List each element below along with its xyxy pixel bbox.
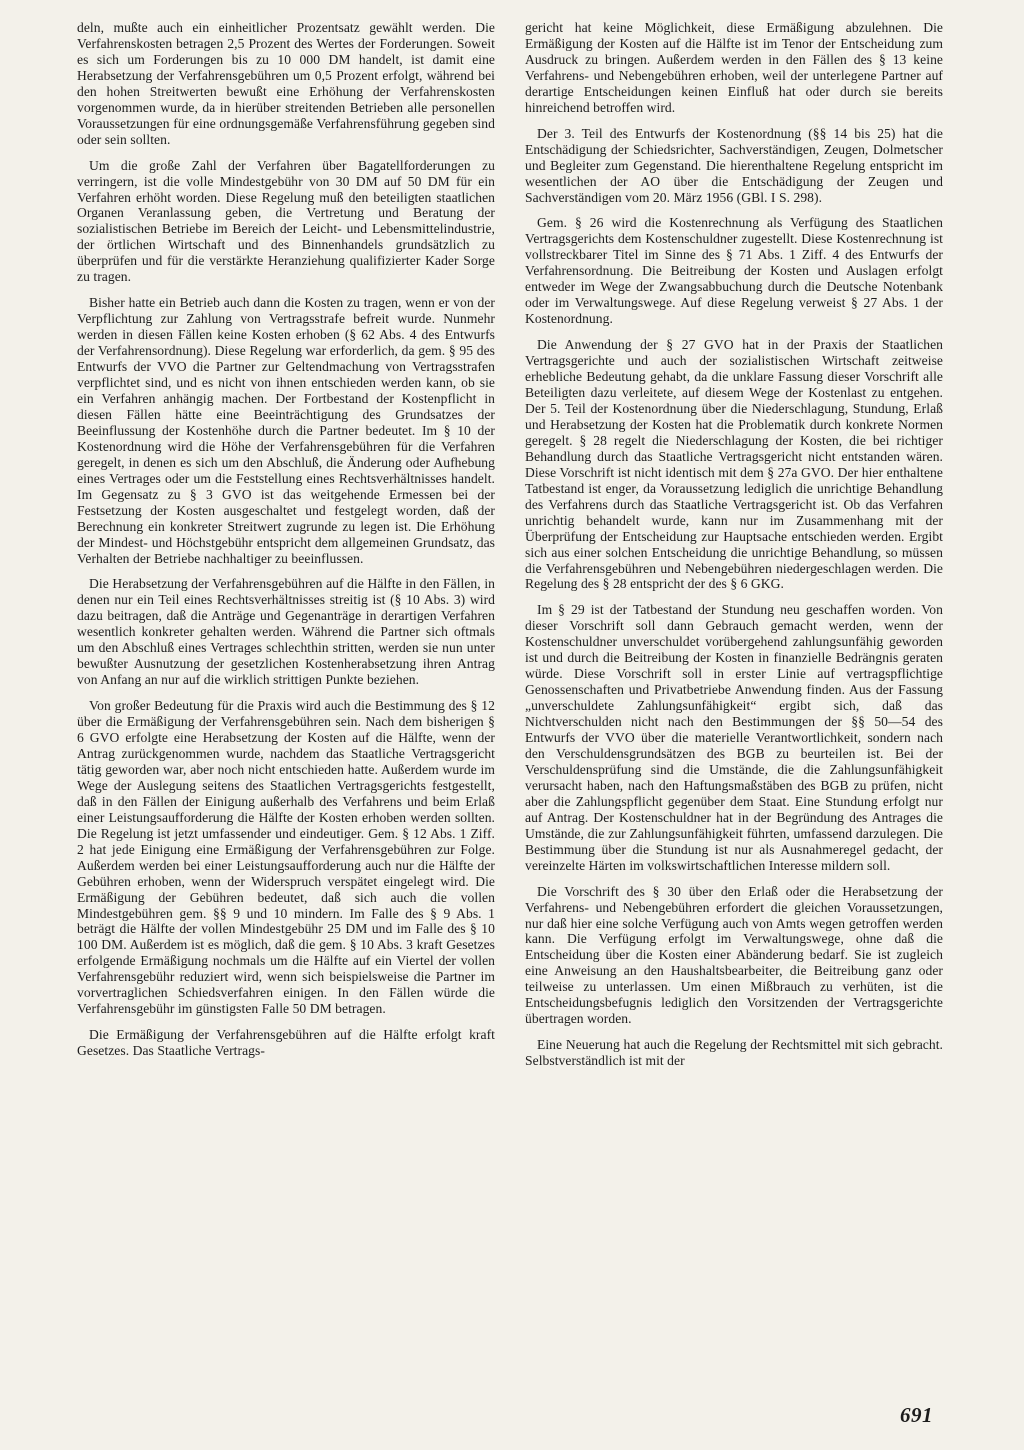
paragraph: Von großer Bedeutung für die Praxis wird auch die Bestimmung des § 12 über die Ermäßigung der Verfahrensgebühren sein. Nach dem bisherigen § 6 GVO erfolgte eine Herabsetzung der Kosten auf die Hälfte, wenn der Antrag zurückgenommen wurde, nachdem das Staatliche Vertragsgericht tätig geworden war, aber noch nicht entschieden hatte. Außerdem wurde im Wege der Auslegung seitens des Staatlichen Vertragsgerichts festgestellt, daß in den Fällen der Einigung außerhalb des Verfahrens und beim Erlaß einer Leistungsaufforderung die Hälfte der Kosten erhoben werden sollten. Die Regelung ist jetzt umfassender und eindeutiger. Gem. § 12 Abs. 1 Ziff. 2 hat jede Einigung eine Ermäßigung der Verfahrensgebühren zur Folge. Außerdem werden bei einer Leistungsaufforderung auch nur die Hälfte der Gebühren erhoben, wenn der Widerspruch verspätet eingelegt wird. Die Ermäßigung der Gebühren bedeutet, daß sich auch die vollen Mindestgebühren gem. §§ 9 und 10 mindern. Im Falle des § 9 Abs. 1 beträgt die Hälfte der vollen Mindestgebühr 25 DM und im Falle des § 10 100 DM. Außerdem ist es möglich, daß die gem. § 10 Abs. 3 kraft Gesetzes erfolgende Ermäßigung nochmals um die Hälfte auf ein Viertel der vollen Verfahrensgebühr reduziert wird, wenn sich beispielsweise die Partner im vorvertraglichen Schiedsverfahren einigen. In den Fällen würde die Verfahrensgebühr im günstigsten Falle 50 DM betragen. (77, 698, 495, 1017)
paragraph: Die Herabsetzung der Verfahrensgebühren auf die Hälfte in den Fällen, in denen nur ein Teil eines Rechtsverhältnisses streitig ist (§ 10 Abs. 3) wird dazu beitragen, daß die Anträge und Gegenanträge in derartigen Verfahren wesentlich konkreter gehalten werden. Während die Partner sich oftmals um den Abschluß eines Vertrages schlechthin stritten, werden sie nun unter bewußter Ausnutzung der gesetzlichen Kostenherabsetzung ihren Antrag von Anfang an nur auf die wirklich strittigen Punkte beziehen. (77, 576, 495, 688)
paragraph: Im § 29 ist der Tatbestand der Stundung neu geschaffen worden. Von dieser Vorschrift soll dann Gebrauch gemacht werden, wenn der Kostenschuldner unverschuldet vorübergehend zahlungsunfähig geworden ist und durch die Beitreibung der Kosten in finanzielle Bedrängnis geraten würde. Diese Vorschrift soll in erster Linie auf vertragspflichtige Genossenschaften und Privatbetriebe Anwendung finden. Aus der Fassung „unverschuldete Zahlungsunfähigkeit“ ergibt sich, daß das Nichtverschulden nicht nach den Bestimmungen der §§ 50—54 des Entwurfs der VVO über die materielle Verantwortlichkeit, sondern nach den Verschuldensgrundsätzen des BGB zu beurteilen ist. Bei der Verschuldensprüfung sind die Umstände, die die Zahlungsunfähigkeit verursacht haben, nach den Haftungsmaßstäben des BGB zu prüfen, nicht aber die Zahlungspflicht gegenüber dem Staat. Eine Stundung erfolgt nur auf Antrag. Der Kostenschuldner hat in der Begründung des Antrages die Umstände, die zur Zahlungsunfähigkeit führten, umfassend darzulegen. Die Bestimmung über die Stundung ist nur als Ausnahmeregel gedacht, der vereinzelte Härten im volkswirtschaftlichen Interesse mildern soll. (525, 602, 943, 873)
left-column (77, 20, 495, 1059)
paragraph: Die Vorschrift des § 30 über den Erlaß oder die Herabsetzung der Verfahrens- und Nebengebühren erfordert die gleichen Voraussetzungen, nur daß hier eine solche Verfügung auch von Amts wegen getroffen werden kann. Die Verfügung erfolgt im Verwaltungswege, ohne daß die Entscheidung über die Kosten einer Abänderung bedarf. Sie ist zugleich eine Anweisung an den Haushaltsbearbeiter, die Beitreibung ganz oder teilweise zu unterlassen. Um einen Mißbrauch zu verhüten, ist die Entscheidungsbefugnis lediglich den Vorsitzenden der Vertragsgerichte übertragen worden. (525, 883, 943, 1027)
paragraph: Eine Neuerung hat auch die Regelung der Rechtsmittel mit sich gebracht. Selbstverständlich ist mit der (525, 1037, 943, 1069)
paragraph: Bisher hatte ein Betrieb auch dann die Kosten zu tragen, wenn er von der Verpflichtung zur Zahlung von Vertragsstrafe befreit wurde. Nunmehr werden in diesen Fällen keine Kosten erhoben (§ 62 Abs. 4 des Entwurfs der Verfahrensordnung). Diese Regelung war erforderlich, da gem. § 95 des Entwurfs der VVO die Partner zur Geltendmachung von Vertragsstrafen verpflichtet sind, und es nicht von ihnen entschieden werden kann, ob sie ein Verfahren anhängig machen. Der Fortbestand der Kostenpflicht in diesen Fällen hätte eine Beeinträchtigung des Grundsatzes der Beeinflussung der Kostenhöhe durch die Partner bedeutet. Im § 10 der Kostenordnung wird die Höhe der Verfahrensgebühren für die Verfahren geregelt, in denen es sich um den Abschluß, die Änderung oder Aufhebung eines Vertrages oder um die Feststellung eines Rechtsverhältnisses handelt. Im Gegensatz zu § 3 GVO ist das weitgehende Ermessen bei der Festsetzung der Kosten ausgeschaltet und festgelegt worden, daß der Berechnung ein konkreter Streitwert zugrunde zu legen ist. Die Erhöhung der Mindest- und Höchstgebühr entspricht dem allgemeinen Grundsatz, das Verhalten der Betriebe nachhaltiger zu beeinflussen. (77, 295, 495, 566)
paragraph: Um die große Zahl der Verfahren über Bagatellforderungen zu verringern, ist die volle Mindestgebühr von 30 DM auf 50 DM für ein Verfahren erhöht worden. Diese Regelung muß den beteiligten staatlichen Organen Veranlassung geben, die Vertretung und Beratung der sozialistischen Betriebe im Bereich der Leicht- und Lebensmittelindustrie, der örtlichen Wirtschaft und des Binnenhandels grundsätzlich zu überprüfen und für die verstärkte Heranziehung qualifizierter Kader Sorge zu tragen. (77, 157, 495, 285)
page-number: 691 (900, 1403, 933, 1427)
paragraph: Die Anwendung der § 27 GVO hat in der Praxis der Staatlichen Vertragsgerichte und auch der sozialistischen Wirtschaft zeitweise erhebliche Bedeutung gehabt, da die unklare Fassung dieser Vorschrift alle Beteiligten dazu verleitete, auf diesem Wege der Kostenlast zu entgehen. Der 5. Teil der Kostenordnung über die Niederschlagung, Stundung, Erlaß und Herabsetzung der Kosten hat die Problematik durch konkrete Normen geregelt. § 28 regelt die Niederschlagung der Kosten, die bei richtiger Behandlung durch das Staatliche Vertragsgericht nicht entstanden wären. Diese Vorschrift ist nicht identisch mit dem § 27a GVO. Der hier enthaltene Tatbestand ist enger, da Voraussetzung lediglich die unrichtige Behandlung des Verfahrens durch das Staatliche Vertragsgericht ist. Ob das Verfahren unrichtig behandelt wurde, kann nur im Zusammenhang mit der Überprüfung der Entscheidung zur Hauptsache entschieden werden. Ergibt sich aus einer solchen Entscheidung die unrichtige Behandlung, so müssen die Verfahrensgebühren und Nebengebühren niedergeschlagen werden. Die Regelung des § 28 entspricht der des § 6 GKG. (525, 337, 943, 592)
paragraph: deln, mußte auch ein einheitlicher Prozentsatz gewählt werden. Die Verfahrenskosten betragen 2,5 Prozent des Wertes der Forderungen. Soweit es sich um Forderungen bis zu 10 000 DM handelt, ist damit eine Herabsetzung der Verfahrensgebühren um 0,5 Prozent erfolgt, während bei den hohen Streitwerten bewußt eine Erhöhung der Verfahrenskosten vorgenommen wurde, da in hierüber streitenden Betrieben alle personellen Voraussetzungen für eine ordnungsgemäße Verfahrensführung gegeben sind oder sein sollten. (77, 20, 495, 147)
paragraph: gericht hat keine Möglichkeit, diese Ermäßigung abzulehnen. Die Ermäßigung der Kosten auf die Hälfte ist im Tenor der Entscheidung zum Ausdruck zu bringen. Außerdem werden in den Fällen des § 13 keine Verfahrens- und Nebengebühren erhoben, weil der unterlegene Partner auf derartige Entscheidungen keinen Einfluß hat oder durch sie bereits hinreichend betroffen wird. (525, 20, 943, 115)
paragraph: Gem. § 26 wird die Kostenrechnung als Verfügung des Staatlichen Vertragsgerichts dem Kostenschuldner zugestellt. Diese Kostenrechnung ist vollstreckbarer Titel im Sinne des § 71 Abs. 1 Ziff. 4 des Entwurfs der Verfahrensordnung. Die Beitreibung der Kosten und Auslagen erfolgt entweder im Wege der Zwangsabbuchung durch die Deutsche Notenbank oder im Verwaltungswege. Auf diese Regelung verweist § 27 Abs. 1 der Kostenordnung. (525, 215, 943, 327)
paragraph: Die Ermäßigung der Verfahrensgebühren auf die Hälfte erfolgt kraft Gesetzes. Das Staatliche Vertrags- (77, 1027, 495, 1059)
right-column (525, 20, 943, 1069)
paragraph: Der 3. Teil des Entwurfs der Kostenordnung (§§ 14 bis 25) hat die Entschädigung der Schiedsrichter, Sachverständigen, Zeugen, Dolmetscher und Begleiter zum Gegenstand. Die hierenthaltene Regelung entspricht im wesentlichen der AO über die Entschädigung der Zeugen und Sachverständigen vom 20. März 1956 (GBl. I S. 298). (525, 125, 943, 205)
